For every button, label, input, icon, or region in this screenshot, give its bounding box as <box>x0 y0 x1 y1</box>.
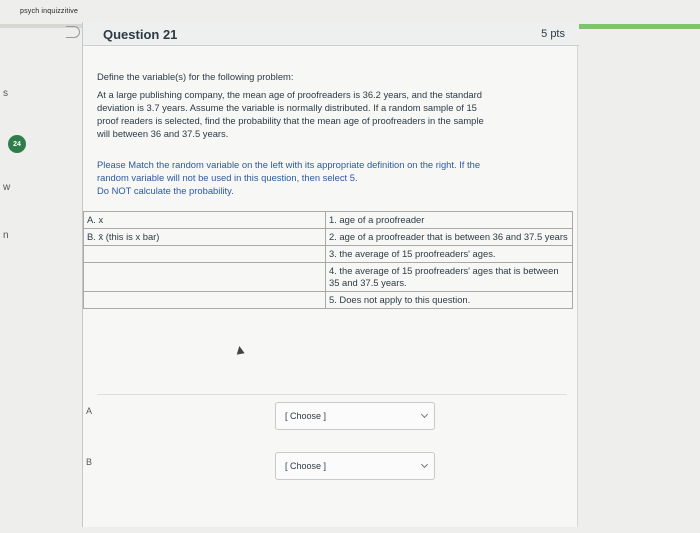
instruction-line: Do NOT calculate the probability. <box>97 185 234 196</box>
mouse-cursor-icon <box>235 345 244 354</box>
problem-line: deviation is 3.7 years. Assume the variable is normally distributed. If a random sample of 15 <box>97 102 477 113</box>
matching-table <box>83 211 573 309</box>
table-cell-variable <box>84 292 326 309</box>
table-cell-variable <box>84 246 326 263</box>
problem-line: At a large publishing company, the mean age of proofreaders is 36.2 years, and the standard <box>97 89 482 100</box>
table-cell-definition: 3. the average of 15 proofreaders' ages. <box>326 246 573 263</box>
divider <box>97 394 567 395</box>
table-cell-definition: 1. age of a proofreader <box>326 212 573 229</box>
question-card <box>82 22 578 527</box>
instruction-text <box>97 158 557 197</box>
table-cell-variable: B. x̄ (this is x bar) <box>84 229 326 246</box>
question-title: Question 21 <box>103 27 178 42</box>
answer-select-a[interactable] <box>275 402 435 430</box>
chevron-down-icon <box>421 411 428 418</box>
problem-text <box>97 88 557 140</box>
question-number-badge[interactable]: 24 <box>8 135 26 153</box>
question-points: 5 pts <box>541 28 565 40</box>
table-row <box>84 246 573 263</box>
table-row <box>84 292 573 309</box>
select-value: [ Choose ] <box>285 411 327 421</box>
question-prompt: Define the variable(s) for the following problem: <box>97 71 294 82</box>
chevron-down-icon <box>421 461 428 468</box>
table-row <box>84 212 573 229</box>
answer-label-b: B <box>86 457 93 467</box>
select-value: [ Choose ] <box>285 461 327 471</box>
app-title: psych inquizzitive <box>20 8 79 15</box>
flag-icon[interactable] <box>66 26 80 38</box>
table-cell-variable: A. x <box>84 212 326 229</box>
table-cell-definition: 5. Does not apply to this question. <box>326 292 573 309</box>
question-header <box>83 22 579 46</box>
table-cell-definition: 2. age of a proofreader that is between 36 and 37.5 years <box>326 229 573 246</box>
answer-label-a: A <box>86 406 93 416</box>
table-row <box>84 263 573 292</box>
answer-select-b[interactable] <box>275 452 435 480</box>
table-cell-definition: 4. the average of 15 proofreaders' ages that is between 35 and 37.5 years. <box>326 263 573 292</box>
instruction-line: random variable will not be used in this question, then select 5. <box>97 172 358 183</box>
table-cell-variable <box>84 263 326 292</box>
edge-letter: w <box>3 182 11 193</box>
problem-line: proof readers is selected, find the probability that the mean age of proofreaders in the sample <box>97 115 484 126</box>
instruction-line: Please Match the random variable on the left with its appropriate definition on the right. If the <box>97 159 481 170</box>
edge-letter: s <box>3 88 8 99</box>
problem-line: will between 36 and 37.5 years. <box>97 128 229 139</box>
edge-letter: n <box>3 230 9 241</box>
table-row <box>84 229 573 246</box>
